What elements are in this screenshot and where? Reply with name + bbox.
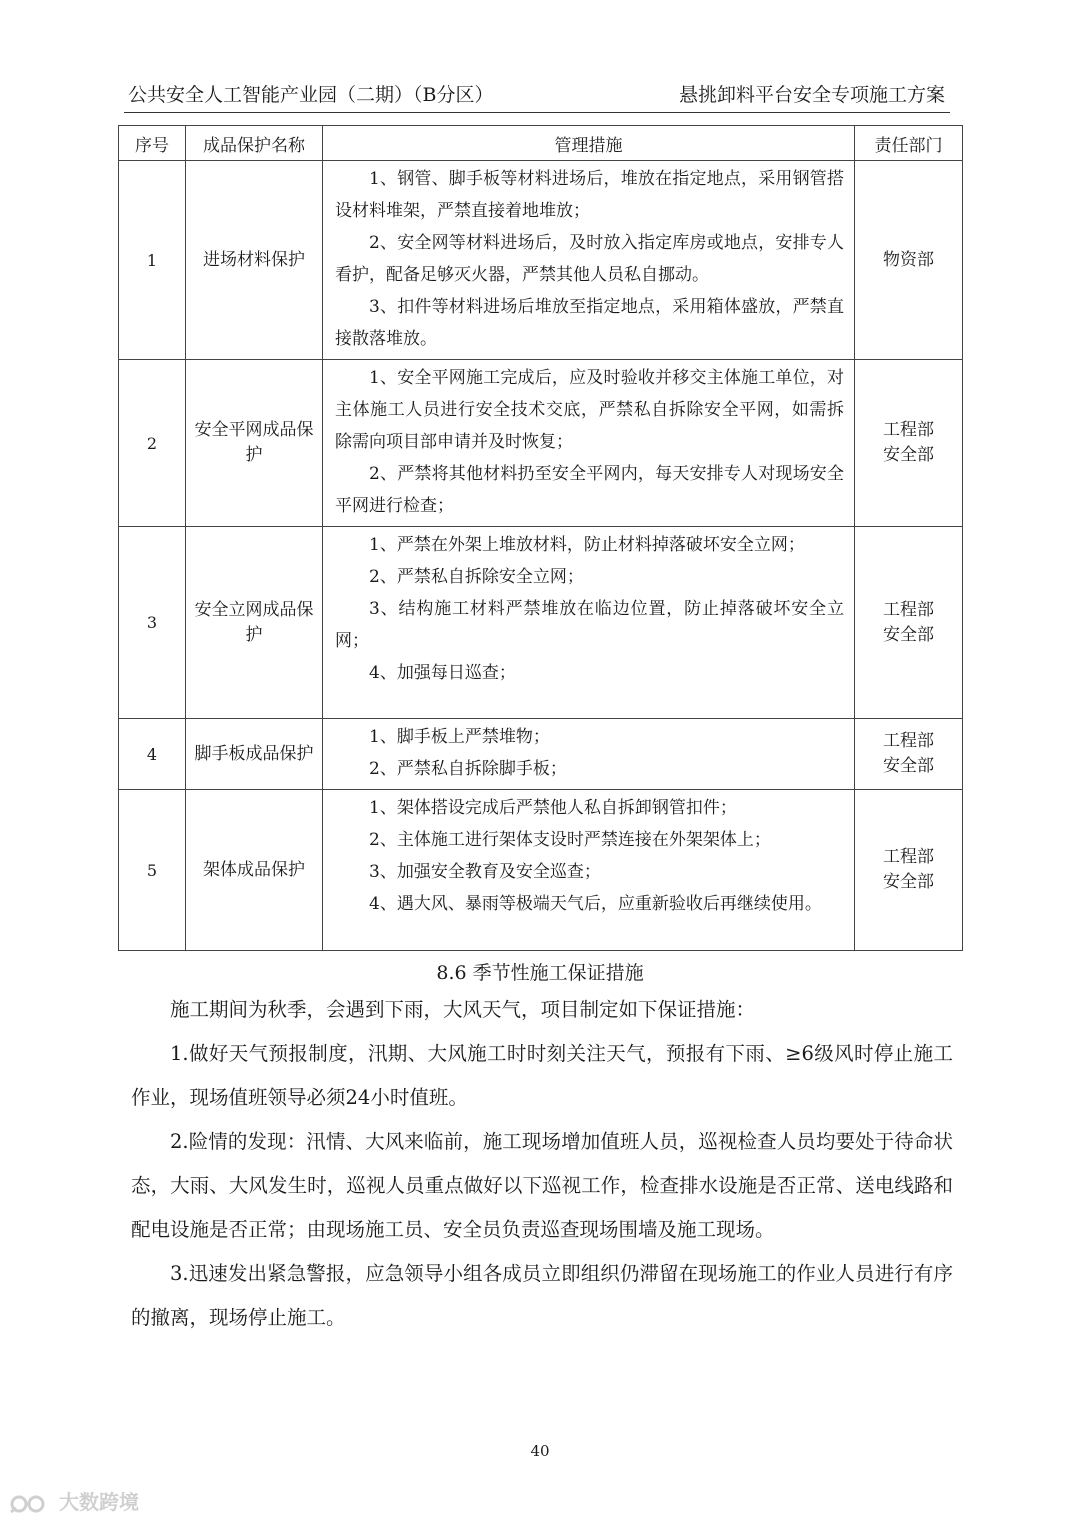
dept-name: 工程部 xyxy=(883,731,934,751)
measure-item: 4、遇大风、暴雨等极端天气后，应重新验收后再继续使用。 xyxy=(369,894,822,914)
row-number: 3 xyxy=(119,527,186,719)
measure-item: 1、安全平网施工完成后，应及时验收并移交主体施工单位，对主体施工人员进行安全技术交底，严禁私自拆除安全平网，如需拆除需向项目部申请并及时恢复； xyxy=(335,368,844,452)
column-header-measures: 管理措施 xyxy=(323,126,855,161)
page-number: 40 xyxy=(530,1442,550,1460)
body-paragraph: 2.险情的发现：汛情、大风来临前，施工现场增加值班人员，巡视检查人员均要处于待命状态，大雨、大风发生时，巡视人员重点做好以下巡视工作，检查排水设施是否正常、送电线路和配电设施是否正常；由现场施工员、安全员负责巡查现场围墙及施工现场。 xyxy=(131,1130,953,1241)
measure-item: 3、扣件等材料进场后堆放至指定地点，采用箱体盛放，严禁直接散落堆放。 xyxy=(335,297,844,349)
responsible-dept xyxy=(855,360,963,527)
table-row xyxy=(119,527,963,719)
measure-item: 1、架体搭设完成后严禁他人私自拆卸钢管扣件； xyxy=(369,798,737,818)
protection-name: 进场材料保护 xyxy=(186,161,323,360)
watermark-logo xyxy=(8,1486,139,1516)
column-header-no: 序号 xyxy=(119,126,186,161)
table-row xyxy=(119,360,963,527)
protection-name: 安全平网成品保护 xyxy=(186,360,323,527)
body-paragraph: 3.迅速发出紧急警报，应急领导小组各成员立即组织仍滞留在现场施工的作业人员进行有序的撤离，现场停止施工。 xyxy=(131,1262,953,1329)
header-document-title: 悬挑卸料平台安全专项施工方案 xyxy=(678,84,945,106)
dept-name: 工程部 xyxy=(883,847,934,867)
measure-item: 2、严禁将其他材料扔至安全平网内，每天安排专人对现场安全平网进行检查； xyxy=(335,464,844,516)
measure-item: 2、严禁私自拆除脚手板； xyxy=(369,759,567,779)
body-paragraph: 1.做好天气预报制度，汛期、大风施工时时刻关注天气，预报有下雨、≥6级风时停止施工作业，现场值班领导必须24小时值班。 xyxy=(131,1042,953,1109)
dept-name: 安全部 xyxy=(883,624,934,645)
measure-item: 2、严禁私自拆除安全立网； xyxy=(369,567,584,587)
row-number: 5 xyxy=(119,790,186,951)
measures-cell xyxy=(323,719,855,790)
dept-name: 安全部 xyxy=(883,445,934,465)
watermark-text: 大数跨境 xyxy=(58,1490,139,1514)
measure-item: 4、加强每日巡查； xyxy=(369,663,516,683)
responsible-dept xyxy=(855,719,963,790)
protection-name: 安全立网成品保护 xyxy=(186,527,323,719)
header-project-title: 公共安全人工智能产业园（二期）（B分区） xyxy=(128,84,494,106)
section-body xyxy=(131,988,953,1340)
table-row xyxy=(119,790,963,951)
row-number: 2 xyxy=(119,360,186,527)
row-number: 4 xyxy=(119,719,186,790)
table-row xyxy=(119,719,963,790)
protection-name: 架体成品保护 xyxy=(186,790,323,951)
protection-name: 脚手板成品保护 xyxy=(186,719,323,790)
measure-item: 3、加强安全教育及安全巡查； xyxy=(369,862,601,882)
column-header-name: 成品保护名称 xyxy=(186,126,323,161)
table-header-row xyxy=(119,126,963,161)
measures-cell xyxy=(323,790,855,951)
responsible-dept xyxy=(855,161,963,360)
measures-cell xyxy=(323,360,855,527)
body-paragraph: 施工期间为秋季，会遇到下雨，大风天气，项目制定如下保证措施： xyxy=(170,998,756,1021)
product-protection-table xyxy=(118,125,963,951)
header-divider xyxy=(124,112,950,113)
measure-item: 2、安全网等材料进场后，及时放入指定库房或地点，安排专人看护，配备足够灭火器，严禁其他人员私自挪动。 xyxy=(335,233,844,285)
measure-item: 1、钢管、脚手板等材料进场后，堆放在指定地点，采用钢管搭设材料堆架，严禁直接着地堆放； xyxy=(335,169,844,221)
dept-name: 工程部 xyxy=(883,599,934,620)
column-header-dept: 责任部门 xyxy=(855,126,963,161)
measure-item: 3、结构施工材料严禁堆放在临边位置，防止掉落破坏安全立网； xyxy=(335,599,844,651)
measures-cell xyxy=(323,527,855,719)
measures-cell xyxy=(323,161,855,360)
dept-name: 安全部 xyxy=(883,872,934,892)
responsible-dept xyxy=(855,790,963,951)
dept-name: 工程部 xyxy=(883,420,934,440)
row-number: 1 xyxy=(119,161,186,360)
watermark-icon xyxy=(8,1492,52,1516)
table-row xyxy=(119,161,963,360)
measure-item: 1、脚手板上严禁堆物； xyxy=(369,727,550,747)
dept-name: 安全部 xyxy=(883,756,934,776)
dept-name: 物资部 xyxy=(883,249,934,270)
measure-item: 2、主体施工进行架体支设时严禁连接在外架架体上； xyxy=(369,830,771,850)
section-heading: 8.6 季节性施工保证措施 xyxy=(436,962,644,984)
measure-item: 1、严禁在外架上堆放材料，防止材料掉落破坏安全立网； xyxy=(369,535,805,555)
responsible-dept xyxy=(855,527,963,719)
